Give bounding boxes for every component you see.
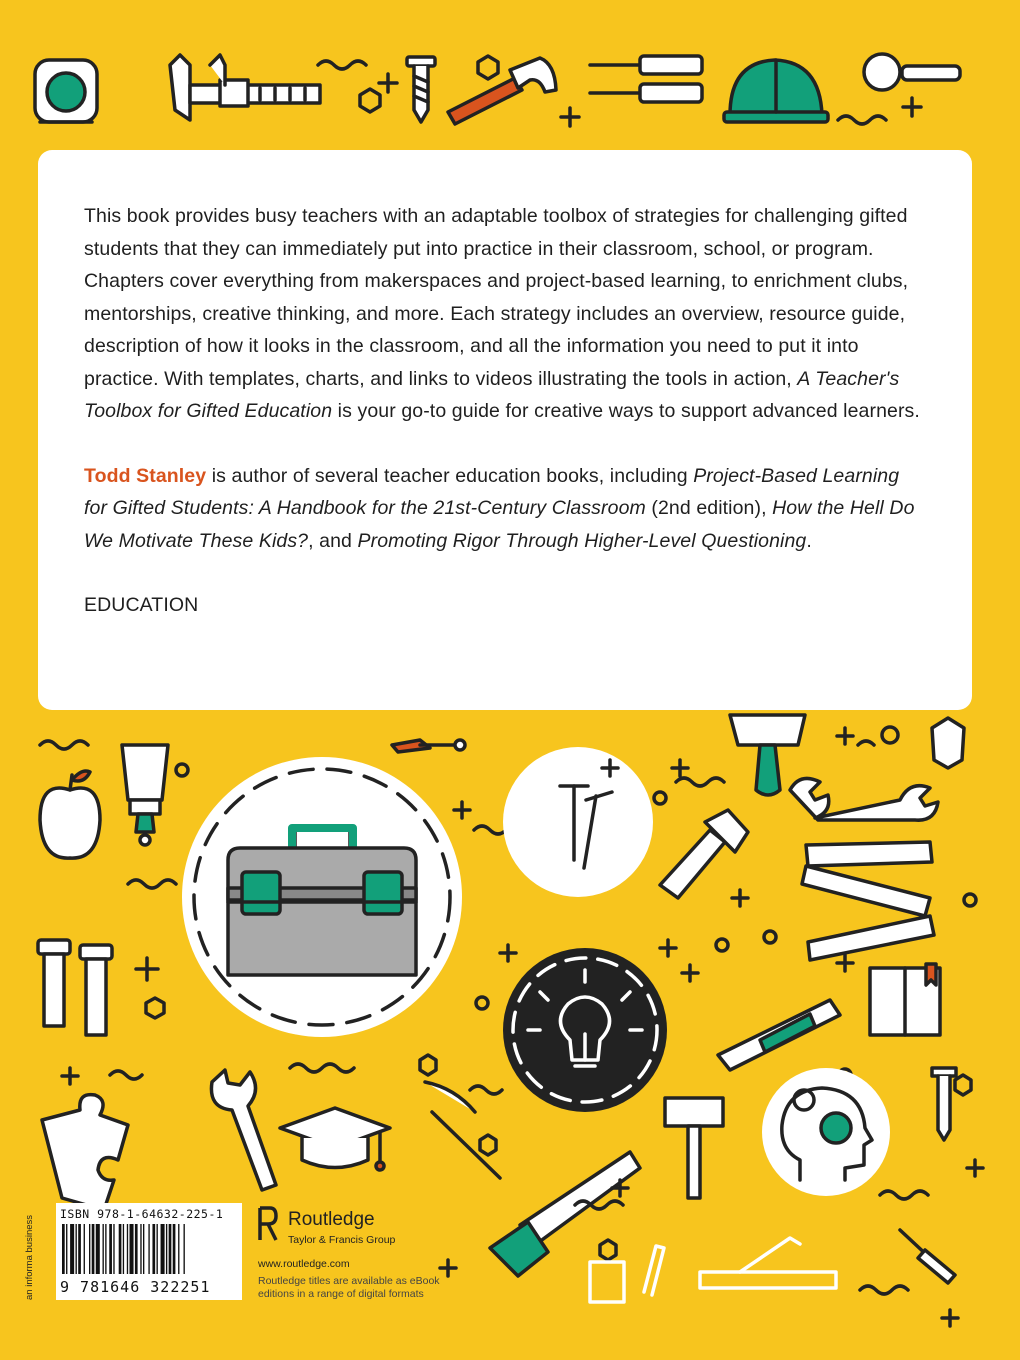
informa-business-label: an informa business: [24, 1214, 35, 1300]
bolt-icon: [38, 940, 112, 1035]
screwdriver-icon: [590, 56, 702, 102]
folding-ruler-icon: [802, 842, 934, 960]
isbn-digits: 9 781646 322251: [60, 1278, 211, 1296]
adjustable-wrench-icon: [211, 1070, 276, 1190]
publisher-website[interactable]: www.routledge.com: [258, 1258, 350, 1270]
book-2-title: How the Hell Do We Motivate These Kids?: [84, 497, 915, 552]
box-cutter-icon: [718, 1000, 840, 1070]
caliper-icon: [170, 55, 320, 120]
author-bio: Todd Stanley is author of several teacher education books, including Project-Based Learning for Gifted Students: A Handbook for the 21st-Century Classroom (2nd edition), How the Hell Do We Motivate These Kids?, and Promoting Rigor Through Higher-Level Questioning.: [84, 464, 915, 552]
book-icon: [870, 964, 940, 1035]
puzzle-icon: [42, 1095, 128, 1210]
apple-icon: [40, 771, 100, 858]
publisher-name: Routledge: [288, 1209, 375, 1230]
nut-icon: [360, 89, 380, 112]
hard-hat-icon: [724, 60, 828, 122]
magnifier-icon: [864, 54, 960, 90]
tile-cutter-icon: [700, 1238, 836, 1288]
pickaxe-icon: [425, 1082, 500, 1178]
flashlight-icon: [660, 810, 748, 898]
barcode-icon: [60, 1224, 238, 1274]
isbn-barcode: [56, 1203, 242, 1300]
screw-icon-right: [932, 1068, 956, 1140]
tape-measure-icon: [35, 60, 97, 122]
nails-circle: [503, 747, 653, 897]
routledge-logo-icon: [258, 1206, 278, 1242]
book-title: A Teacher's Toolbox for Gifted Education: [84, 367, 900, 422]
description-card: [38, 150, 972, 710]
graduation-cap-icon: [280, 1108, 390, 1170]
plus-decoration: [379, 74, 397, 92]
saw-icon: [490, 1152, 640, 1276]
ebook-note: Routledge titles are available as eBook editions in a range of digital formats: [258, 1275, 440, 1300]
book-description: This book provides busy teachers with an adaptable toolbox of strategies for challenging gifted students that they can immediately put into practice in their classroom, school, or program. Chapters cover everything from makerspaces and project-based learning, to enrichment clubs, mentorships, creative thinking, and more. Each strategy includes an overview, resource guide, description of how it looks in the classroom, and all the information you need to put it into practice. With templates, charts, and links to videos illustrating the tools in action, A Teacher's Toolbox for Gifted Education is your go-to guide for creative ways to support advanced learners.: [84, 205, 920, 422]
screwdriver-icon-small: [900, 1230, 955, 1283]
book-1-title: Project-Based Learning for Gifted Students: A Handbook for the 21st-Century Classroom: [84, 464, 900, 519]
mallet-icon: [665, 1098, 723, 1198]
badge-icon: [932, 718, 964, 768]
book-3-title: Promoting Rigor Through Higher-Level Questioning: [357, 529, 807, 552]
wrench-icon: [790, 778, 938, 820]
author-name: Todd Stanley: [84, 464, 207, 487]
publisher-group: Taylor & Francis Group: [288, 1234, 396, 1246]
box-cutter-icon-small: [392, 740, 465, 752]
toolbox-icon: [228, 828, 416, 975]
isbn-label: ISBN 978-1-64632-225-1: [60, 1207, 224, 1221]
squiggle-decoration: [318, 61, 366, 69]
hammer-icon: [448, 58, 556, 124]
paint-brush-icon: [122, 745, 168, 845]
screw-icon: [407, 57, 435, 122]
category-label: EDUCATION: [84, 594, 199, 616]
